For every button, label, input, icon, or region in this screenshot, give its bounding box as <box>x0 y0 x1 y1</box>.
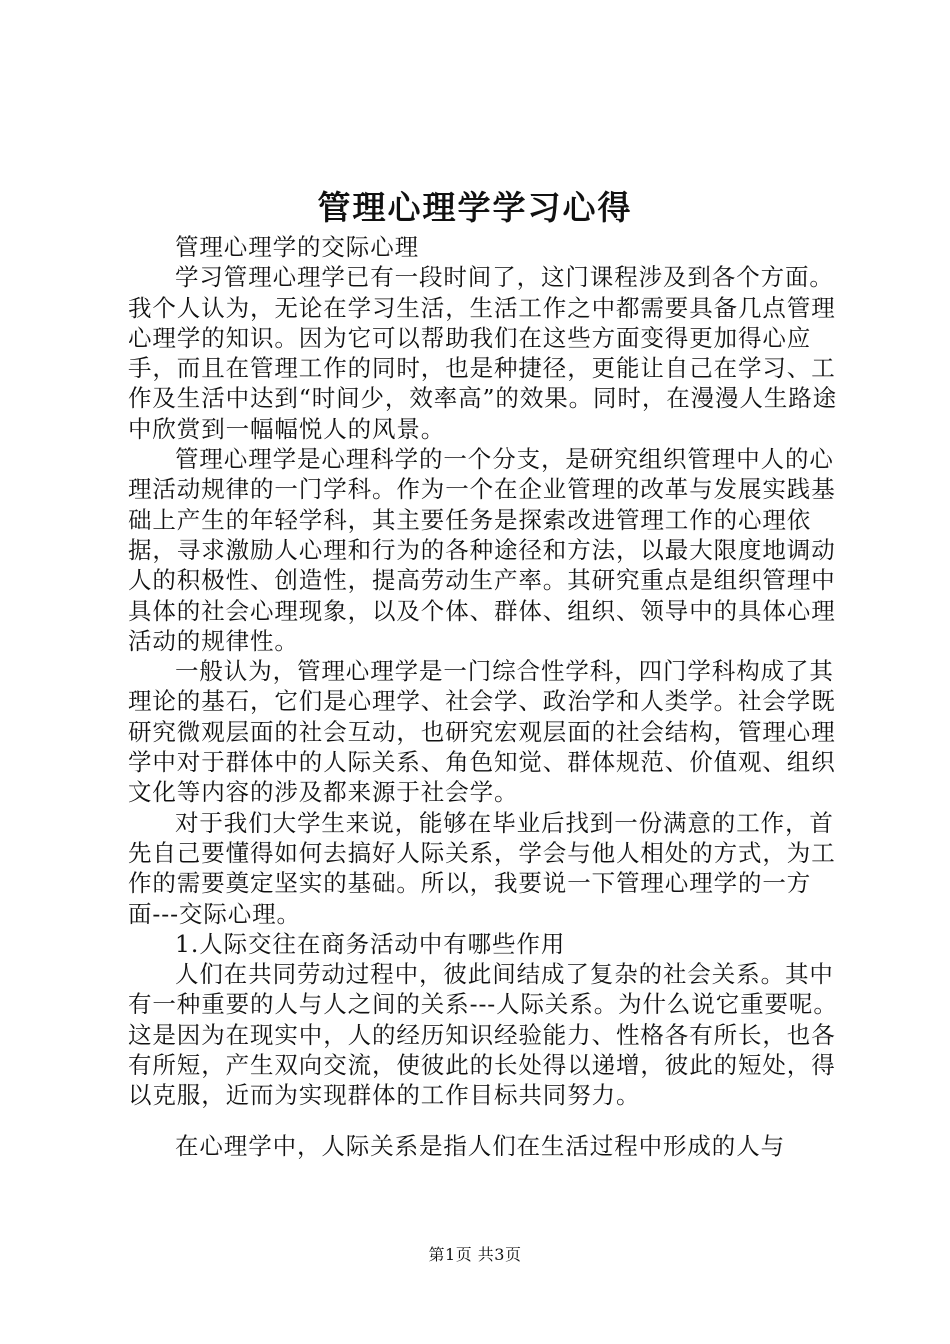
body-paragraph: 对于我们大学生来说，能够在毕业后找到一份满意的工作，首先自己要懂得如何去搞好人际关系，学会与他人相处的方式，为工作的需要奠定坚实的基础。所以，我要说一下管理心理学的一方面---交际心理。 <box>128 808 836 928</box>
section-heading: 管理心理学的交际心理 <box>175 233 419 261</box>
body-paragraph: 一般认为，管理心理学是一门综合性学科，四门学科构成了其理论的基石，它们是心理学、社会学、政治学和人类学。社会学既研究微观层面的社会互动，也研究宏观层面的社会结构，管理心理学中对于群体中的人际关系、角色知觉、群体规范、价值观、组织文化等内容的涉及都来源于社会学。 <box>128 657 836 807</box>
body-paragraph: 管理心理学是心理科学的一个分支，是研究组织管理中人的心理活动规律的一门学科。作为一个在企业管理的改革与发展实践基础上产生的年轻学科，其主要任务是探索改进管理工作的心理依据，寻求激励人心理和行为的各种途径和方法，以最大限度地调动人的积极性、创造性，提高劳动生产率。其研究重点是组织管理中具体的社会心理现象，以及个体、群体、组织、领导中的具体心理活动的规律性。 <box>128 445 836 655</box>
document-body <box>128 232 838 1161</box>
body-paragraph: 学习管理心理学已有一段时间了，这门课程涉及到各个方面。我个人认为，无论在学习生活，生活工作之中都需要具备几点管理心理学的知识。因为它可以帮助我们在这些方面变得更加得心应手，而且在管理工作的同时，也是种捷径，更能让自己在学习、工作及生活中达到“时间少，效率高”的效果。同时，在漫漫人生路途中欣赏到一幅幅悦人的风景。 <box>128 263 838 443</box>
document-title: 管理心理学学习心得 <box>317 188 633 227</box>
subsection-heading: 1.人际交往在商务活动中有哪些作用 <box>175 929 566 958</box>
page-footer: 第1页 共3页 <box>428 1245 522 1264</box>
body-paragraph: 人们在共同劳动过程中，彼此间结成了复杂的社会关系。其中有一种重要的人与人之间的关系---人际关系。为什么说它重要呢。这是因为在现实中，人的经历知识经验能力、性格各有所长，也各有所短，产生双向交流，使彼此的长处得以递增，彼此的短处，得以克服，近而为实现群体的工作目标共同努力。 <box>128 960 838 1110</box>
body-paragraph: 在心理学中，人际关系是指人们在生活过程中形成的人与 <box>175 1131 785 1160</box>
